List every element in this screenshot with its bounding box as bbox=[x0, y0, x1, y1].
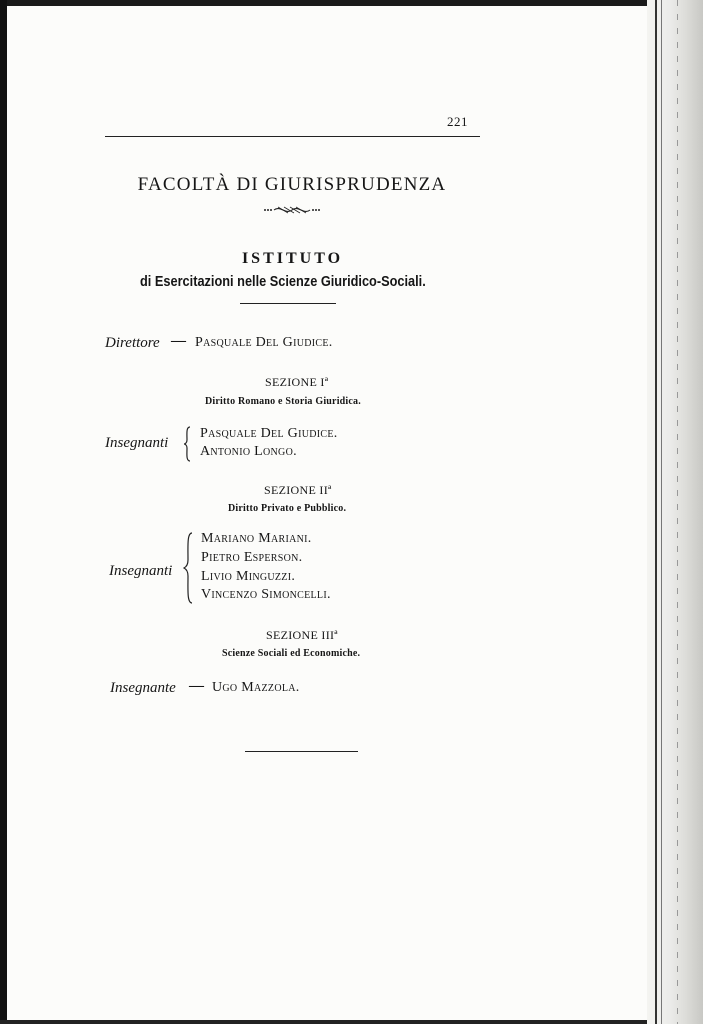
header-rule bbox=[105, 136, 480, 137]
page-edge-line bbox=[677, 0, 678, 1024]
closing-rule bbox=[245, 751, 358, 752]
section-2-teachers-label: Insegnanti bbox=[109, 563, 173, 579]
institute-title: ISTITUTO bbox=[241, 250, 344, 267]
ornamental-flourish-icon bbox=[262, 203, 322, 217]
scan-border-bottom bbox=[0, 1020, 703, 1024]
scan-border-left bbox=[0, 0, 7, 1024]
section-2-teacher-3: Livio Minguzzi. bbox=[201, 569, 296, 584]
section-1-teachers-label: Insegnanti bbox=[105, 435, 169, 451]
director-dash: — bbox=[171, 333, 186, 349]
section-3-description: Scienze Sociali ed Economiche. bbox=[222, 648, 361, 659]
book-page-edge bbox=[647, 0, 703, 1024]
section-1-teacher-1: Pasquale Del Giudice. bbox=[200, 426, 338, 441]
page-edge-line bbox=[655, 0, 657, 1024]
section-3-teacher-label: Insegnante bbox=[110, 680, 176, 696]
section-3-label: SEZIONE IIIª bbox=[266, 628, 338, 642]
section-1-label: SEZIONE Iª bbox=[265, 375, 329, 389]
separator-rule bbox=[240, 303, 336, 304]
section-3-teacher: Ugo Mazzola. bbox=[212, 680, 300, 695]
scan-border-top bbox=[0, 0, 703, 6]
director-label: Direttore bbox=[105, 335, 160, 351]
director-name: Pasquale Del Giudice. bbox=[195, 335, 333, 350]
curly-brace-icon bbox=[183, 532, 195, 604]
section-2-label: SEZIONE IIª bbox=[264, 483, 332, 497]
section-2-description: Diritto Privato e Pubblico. bbox=[228, 503, 347, 514]
section-1-teacher-2: Antonio Longo. bbox=[200, 444, 297, 459]
section-2-teacher-2: Pietro Esperson. bbox=[201, 550, 303, 565]
section-1-description: Diritto Romano e Storia Giuridica. bbox=[205, 396, 361, 407]
page-number: 221 bbox=[447, 114, 468, 129]
section-2-teacher-1: Mariano Mariani. bbox=[201, 531, 312, 546]
institute-subtitle: di Esercitazioni nelle Scienze Giuridico-Sociali. bbox=[140, 274, 426, 290]
faculty-title: FACOLTÀ DI GIURISPRUDENZA bbox=[137, 174, 447, 195]
section-2-teacher-4: Vincenzo Simoncelli. bbox=[201, 587, 331, 602]
curly-brace-icon bbox=[183, 426, 193, 462]
section-3-dash: — bbox=[189, 678, 204, 694]
page-edge-line bbox=[661, 0, 662, 1024]
